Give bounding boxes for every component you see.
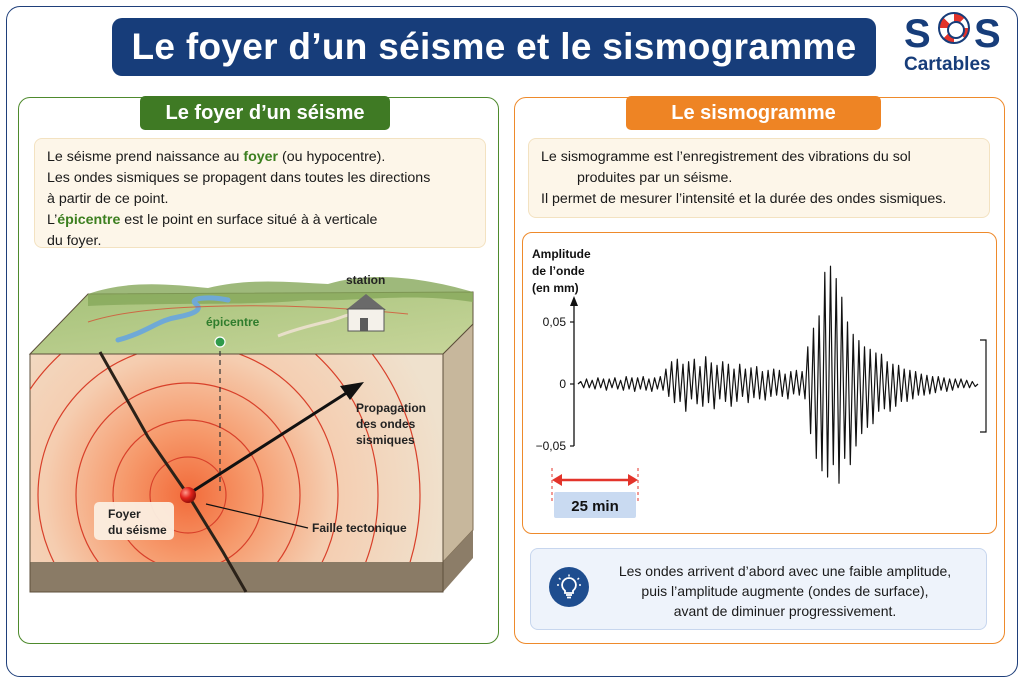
epicentre-label: épicentre bbox=[206, 315, 260, 329]
y-axis-label-line-3: (en mm) bbox=[532, 281, 579, 295]
logo-cartables-text: Cartables bbox=[904, 54, 991, 75]
intro-line-5: du foyer. bbox=[47, 233, 102, 249]
propagation-label-line-2: des ondes bbox=[356, 417, 416, 431]
logo-letter-s1: S bbox=[904, 12, 931, 56]
lightbulb-icon bbox=[549, 567, 589, 607]
page-title: Le foyer d’un séisme et le sismogramme bbox=[112, 18, 876, 76]
scale-arrowhead-left bbox=[552, 474, 562, 486]
epicentre-keyword: épicentre bbox=[57, 212, 121, 228]
faille-label: Faille tectonique bbox=[312, 521, 407, 535]
station-label: station bbox=[346, 273, 386, 287]
intro-line-1a: Le séisme prend naissance au bbox=[47, 149, 244, 165]
logo-letter-s2: S bbox=[974, 12, 1001, 56]
sos-cartables-logo bbox=[900, 12, 1006, 78]
y-tick-label: −0,05 bbox=[535, 439, 566, 453]
scale-label: 25 min bbox=[571, 498, 619, 515]
sismogramme-intro-text bbox=[528, 138, 990, 218]
foyer-label-line-2: du séisme bbox=[108, 523, 167, 537]
sismo-intro-line-2: produites par un séisme. bbox=[577, 170, 733, 186]
epicentre-marker bbox=[215, 337, 225, 347]
foyer-panel-heading: Le foyer d’un séisme bbox=[140, 96, 390, 130]
foyer-intro-text bbox=[34, 138, 486, 248]
y-tick-label: 0,05 bbox=[542, 315, 566, 329]
logo-sos-text bbox=[900, 12, 1006, 58]
tip-line-1: Les ondes arrivent d’abord avec une faible amplitude, bbox=[618, 563, 952, 579]
intro-line-2: Les ondes sismiques se propagent dans toutes les directions bbox=[47, 170, 431, 186]
earthquake-block-diagram bbox=[28, 262, 488, 638]
intro-line-1c: (ou hypocentre). bbox=[278, 149, 386, 165]
propagation-label-line-3: sismiques bbox=[356, 433, 415, 447]
trace-end-bracket bbox=[980, 340, 986, 432]
propagation-label-line-1: Propagation bbox=[356, 401, 427, 415]
foyer-keyword: foyer bbox=[243, 149, 279, 165]
tip-box bbox=[530, 548, 987, 630]
y-axis-label-line-1: Amplitude bbox=[532, 247, 591, 261]
foyer-marker bbox=[180, 487, 196, 503]
y-axis-arrowhead bbox=[570, 296, 578, 306]
tip-line-2: puis l’amplitude augmente (ondes de surface), bbox=[641, 583, 929, 599]
sismo-intro-line-1: Le sismogramme est l’enregistrement des vibrations du sol bbox=[541, 149, 911, 165]
intro-line-3: à partir de ce point. bbox=[47, 191, 169, 207]
sismo-intro-line-3: Il permet de mesurer l’intensité et la durée des ondes sismiques. bbox=[541, 191, 947, 207]
y-tick-label: 0 bbox=[559, 377, 566, 391]
seismogram-trace bbox=[578, 266, 978, 483]
intro-line-4c: est le point en surface situé à à verticale bbox=[120, 212, 378, 228]
block-side-face bbox=[443, 324, 473, 562]
y-axis-label-line-2: de l’onde bbox=[532, 264, 585, 278]
tip-text bbox=[595, 561, 975, 621]
seismogram-chart bbox=[522, 232, 997, 534]
scale-arrowhead-right bbox=[628, 474, 638, 486]
tip-line-3: avant de diminuer progressivement. bbox=[673, 603, 897, 619]
lifebuoy-icon bbox=[938, 12, 970, 44]
intro-line-4a: L’ bbox=[47, 212, 58, 228]
foyer-label-line-1: Foyer bbox=[108, 507, 141, 521]
sismogramme-panel-heading: Le sismogramme bbox=[626, 96, 881, 130]
